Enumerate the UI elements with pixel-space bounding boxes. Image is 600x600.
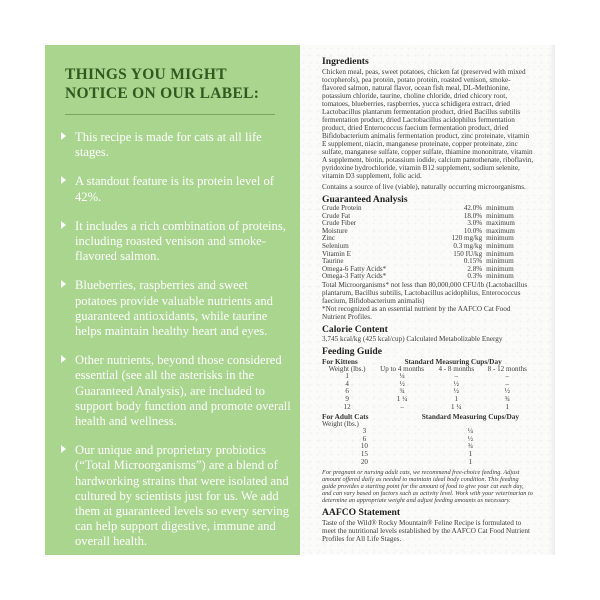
table-row: Crude Fiber 3.0% maximum: [322, 219, 515, 228]
panel-title: THINGS YOU MIGHT NOTICE ON OUR LABEL:: [65, 66, 260, 102]
product-label: [300, 45, 555, 555]
table-header: Weight (lbs.) Up to 4 months 4 - 8 months 8 - 12 months: [328, 364, 527, 373]
bullet-arrow-icon: [61, 355, 66, 363]
table-row: 9 1 ¼ 1 ¾: [345, 394, 510, 403]
feeding-note: For pregnant or nursing adult cats, we recommend free-choice feeding. Adjust amount offered daily as needed to maintain ideal body condition. This feeding guide provides a starting point for the amount of food to give your cat each day, and can vary based on factors such as activity level. Work with your veterinarian to determine an appropriate weight and adjust feeding amounts as necessary.: [322, 469, 533, 505]
note-item: This recipe is made for cats at all life stages.: [61, 130, 291, 160]
table-row: Selenium 0.3 mg/kg minimum: [322, 241, 514, 250]
note-item: Other nutrients, beyond those considered essential (see all the asterisks in the Guaranteed Analysis), are included to support body function and promote overall health and wellness.: [61, 353, 291, 429]
bullet-arrow-icon: [61, 176, 66, 184]
table-row: 12 – 1 ¼ 1: [343, 402, 510, 411]
feeding-heading: Feeding Guide: [322, 346, 382, 358]
notes-list: [61, 130, 291, 564]
title-divider: [65, 114, 275, 115]
table-row: Crude Protein 42.0% minimum: [322, 204, 514, 212]
table-header: For Adult Cats Standard Measuring Cups/Day: [322, 412, 520, 422]
table-row: Moisture 10.0% maximum: [322, 226, 515, 235]
kitten-feeding-table: [322, 358, 534, 411]
bullet-arrow-icon: [61, 445, 66, 453]
ga-footnote: *Not recognized as an essential nutrient by the AAFCO Cat Food Nutrient Profiles.: [322, 304, 511, 321]
table-header: For Kittens Standard Measuring Cups/Day: [322, 356, 502, 366]
label-content: [322, 57, 534, 543]
aafco-text: Taste of the Wild® Rocky Mountain® Feline Recipe is formulated to meet the nutritional levels established by the AAFCO Cat Food Nutrient Profiles for All Life Stages.: [322, 518, 531, 543]
note-item: Our unique and proprietary probiotics (“Total Microorganisms”) are a blend of hardworking strains that were isolated and cultured by scientists just for us. We add them at guaranteed levels so every serving can help support digestive, immune and overall health.: [61, 443, 291, 549]
aafco-heading: AAFCO Statement: [322, 507, 401, 519]
bullet-arrow-icon: [61, 280, 66, 288]
table-row: Omega-3 Fatty Acids* 0.3% minimum: [322, 272, 514, 281]
table-header: Weight (lbs.): [322, 419, 359, 428]
table-row: 15 1: [360, 450, 473, 459]
notes-panel: [45, 45, 300, 555]
table-row: Taurine 0.15% minimum: [322, 257, 514, 266]
calorie-text: 3,745 kcal/kg (425 kcal/cup) Calculated Metabolizable Energy: [322, 335, 503, 344]
table-row: Vitamin E 150 IU/kg minimum: [322, 249, 514, 258]
calorie-heading: Calorie Content: [322, 323, 388, 335]
note-item: It includes a rich combination of proteins, including roasted venison and smoke-flavored salmon.: [61, 219, 291, 265]
paper-edge-shadow: [549, 45, 555, 555]
note-item: Blueberries, raspberries and sweet potatoes provide valuable nutrients and guaranteed antioxidants, while taurine helps maintain healthy heart and eyes.: [61, 278, 291, 339]
table-row: 6 ½: [362, 434, 474, 443]
table-row: Crude Fat 18.0% minimum: [322, 211, 514, 220]
ingredients-text: Chicken meal, peas, sweet potatoes, chicken fat (preserved with mixed tocopherols), pea protein, potato protein, roasted venison, smoke-flavored salmon, natural flavor, ocean fish meal, DL-Methionine, potassium chloride, taurine, choline chloride, dried chicory root, tomatoes, blueberries, raspberries, yucca schidigera extract, dried Lactobacillus plantarum fermentation product, dried Bacillus subtilis fermentation product, dried Lactobacillus acidophilus fermentation product, dried Enterococcus faecium fermentation product, dried Bifidobacterium animalis fermentation product, zinc proteinate, vitamin E supplement, niacin, manganese proteinate, copper proteinate, zinc sulfate, manganese sulfate, copper sulfate, thiamine mononitrate, vitamin A supplement, biotin, potassium iodide, calcium pantothenate, riboflavin, pyridoxine hydrochloride, vitamin B12 supplement, sodium selenite, vitamin D3 supplement, folic acid.: [322, 67, 534, 180]
bullet-arrow-icon: [61, 132, 66, 140]
ingredients-heading: Ingredients: [322, 56, 369, 67]
table-row: Omega-6 Fatty Acids* 2.8% minimum: [322, 264, 514, 273]
adult-feeding-table: [322, 413, 534, 466]
note-item: A standout feature is its protein level of 42%.: [61, 174, 291, 204]
table-row: 4 ½ ½ –: [345, 379, 510, 388]
table-row: 6 ¾ ½ ½: [345, 387, 510, 396]
table-row: 10 ¾: [360, 442, 474, 451]
table-row: 20 1: [360, 457, 473, 466]
ga-microorganisms: Total Microorganisms* not less than 80,000,000 CFU/lb (Lactobacillus plantarum, Bacillus subtilis, Lactobacillus acidophilus, Enterococcus faecium, Bifidobacterium animalis): [322, 280, 528, 305]
table-row: 1 ¼ – –: [345, 372, 510, 381]
table-row: Zinc 120 mg/kg minimum: [322, 234, 514, 243]
guaranteed-analysis-table: [322, 205, 534, 281]
bullet-arrow-icon: [61, 221, 66, 229]
table-row: 3 ¼: [362, 427, 474, 436]
ingredients-note: Contains a source of live (viable), naturally occurring microorganisms.: [322, 182, 526, 191]
ga-heading: Guaranteed Analysis: [322, 193, 408, 205]
